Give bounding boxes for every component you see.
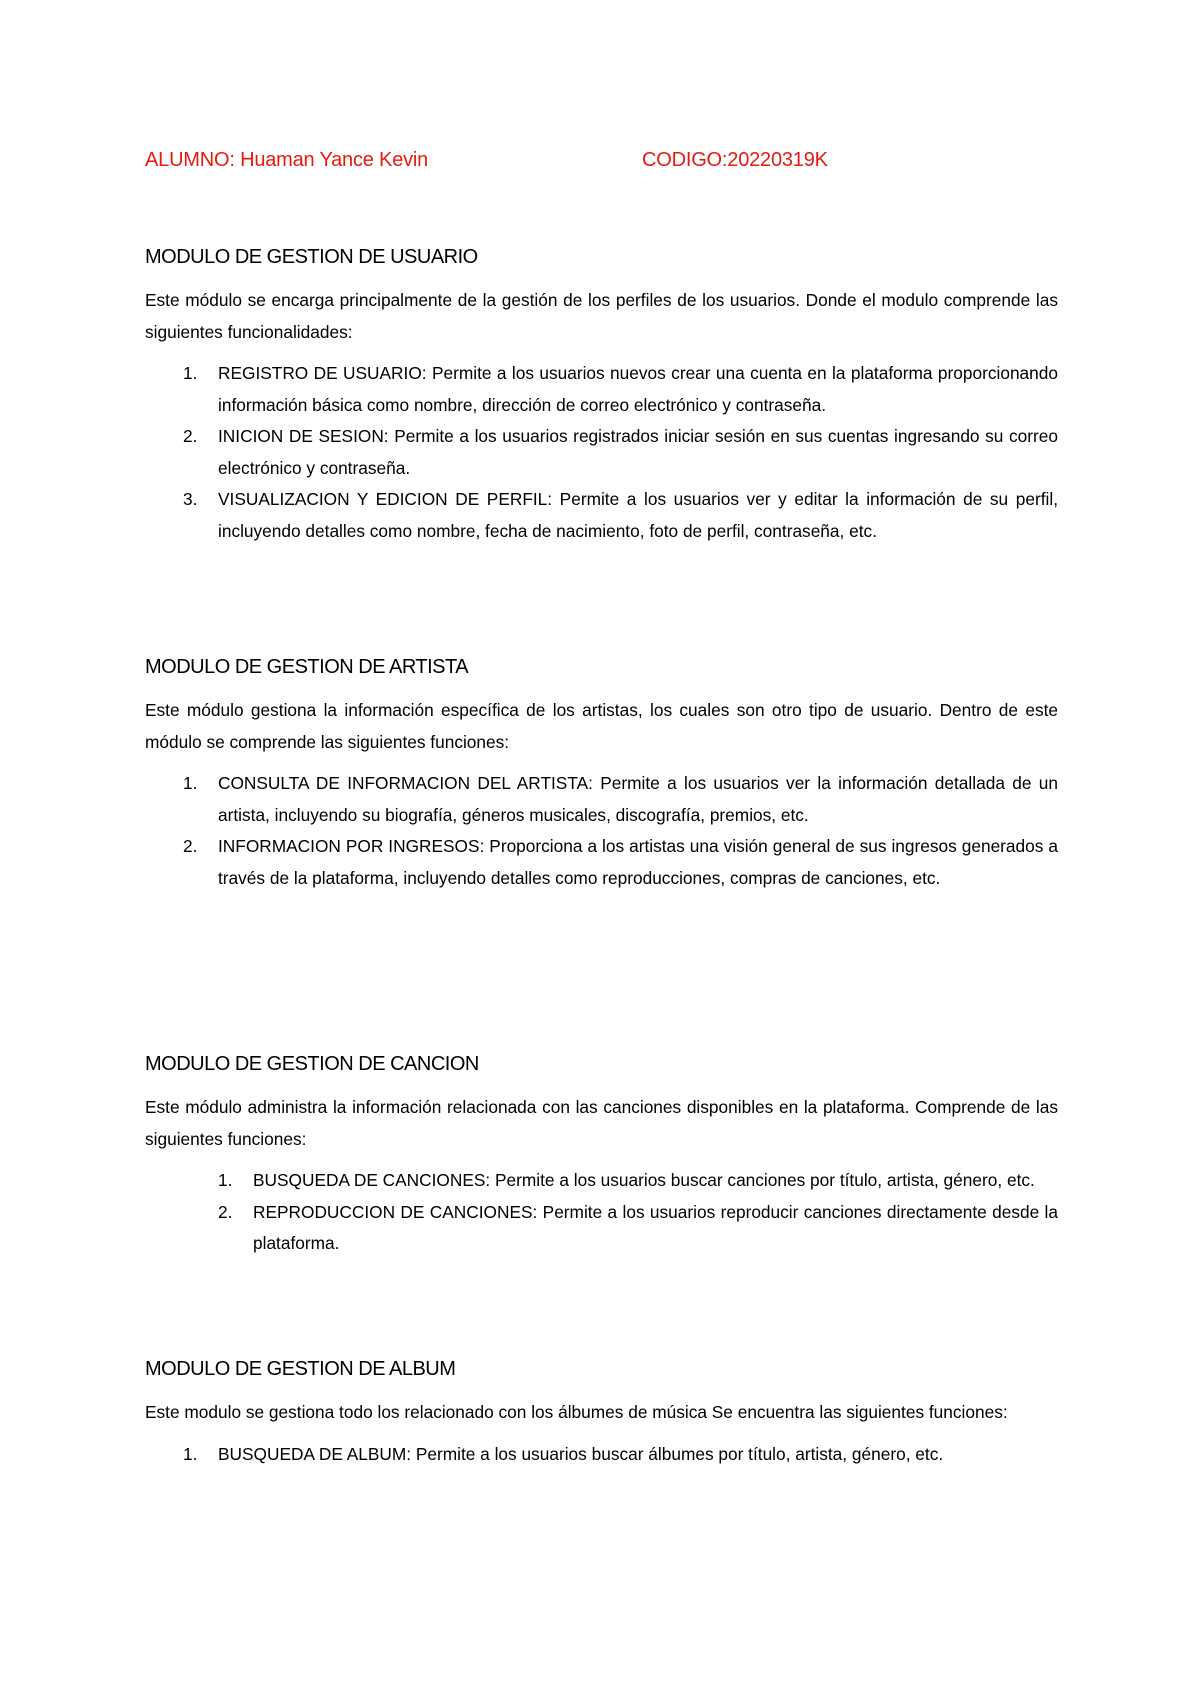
list-item <box>145 768 1058 831</box>
list-item <box>145 1197 1058 1260</box>
section-intro: Este módulo administra la información relacionada con las canciones disponibles en la plataforma. Comprende de las siguientes funciones: <box>145 1097 1058 1149</box>
list-item <box>145 358 1058 421</box>
list-text: REPRODUCCION DE CANCIONES: Permite a los usuarios reproducir canciones directamente desde la plataforma. <box>253 1201 1058 1253</box>
section-intro: Este modulo se gestiona todo los relacionado con los álbumes de música Se encuentra las siguientes funciones: <box>145 1402 1008 1422</box>
list-number: 2. <box>183 836 198 856</box>
section-usuario <box>145 245 1058 547</box>
list-text: BUSQUEDA DE ALBUM: Permite a los usuarios buscar álbumes por título, artista, género, etc. <box>218 1443 944 1464</box>
list-text: REGISTRO DE USUARIO: Permite a los usuarios nuevos crear una cuenta en la plataforma proporcionando información básica como nombre, dirección de correo electrónico y contraseña. <box>218 363 1058 415</box>
list-item <box>145 484 1058 547</box>
section-title: MODULO DE GESTION DE ALBUM <box>145 1358 456 1380</box>
section-album <box>145 1357 1058 1470</box>
section-intro: Este módulo se encarga principalmente de la gestión de los perfiles de los usuarios. Donde el modulo comprende las siguientes funcionalidades: <box>145 290 1058 342</box>
student-code: CODIGO:20220319K <box>642 149 828 171</box>
list-number: 1. <box>183 773 198 793</box>
list-number: 1. <box>183 1443 198 1464</box>
list-text: CONSULTA DE INFORMACION DEL ARTISTA: Permite a los usuarios ver la información detallada de un artista, incluyendo su biografía, géneros musicales, discografía, premios, etc. <box>218 773 1058 825</box>
list-item <box>145 1165 1058 1197</box>
list-text: INICION DE SESION: Permite a los usuarios registrados iniciar sesión en sus cuentas ingresando su correo electrónico y contraseña. <box>218 426 1058 478</box>
list-text: BUSQUEDA DE CANCIONES: Permite a los usuarios buscar canciones por título, artista, género, etc. <box>253 1170 1035 1190</box>
student-name: ALUMNO: Huaman Yance Kevin <box>145 149 429 171</box>
function-list <box>145 358 1058 547</box>
list-item <box>145 1439 1058 1471</box>
section-title: MODULO DE GESTION DE ARTISTA <box>145 656 469 678</box>
section-cancion <box>145 1052 1058 1260</box>
list-text: VISUALIZACION Y EDICION DE PERFIL: Permite a los usuarios ver y editar la información de su perfil, incluyendo detalles como nombre, fecha de nacimiento, foto de perfil, contraseña, etc. <box>218 489 1058 541</box>
list-item <box>145 421 1058 484</box>
section-title: MODULO DE GESTION DE USUARIO <box>145 246 478 268</box>
list-text: INFORMACION POR INGRESOS: Proporciona a los artistas una visión general de sus ingresos generados a través de la plataforma, incluyendo detalles como reproducciones, compras de canciones, etc. <box>218 836 1058 888</box>
section-title: MODULO DE GESTION DE CANCION <box>145 1053 479 1075</box>
list-number: 2. <box>218 1201 233 1222</box>
section-artista <box>145 655 1058 894</box>
list-number: 1. <box>183 363 198 383</box>
section-intro: Este módulo gestiona la información específica de los artistas, los cuales son otro tipo de usuario. Dentro de este módulo se comprende las siguientes funciones: <box>145 700 1058 752</box>
list-number: 1. <box>218 1170 233 1190</box>
list-number: 3. <box>183 489 198 509</box>
function-list <box>145 1439 1058 1471</box>
function-list <box>145 1165 1058 1260</box>
list-number: 2. <box>183 426 198 446</box>
list-item <box>145 831 1058 894</box>
function-list <box>145 768 1058 894</box>
